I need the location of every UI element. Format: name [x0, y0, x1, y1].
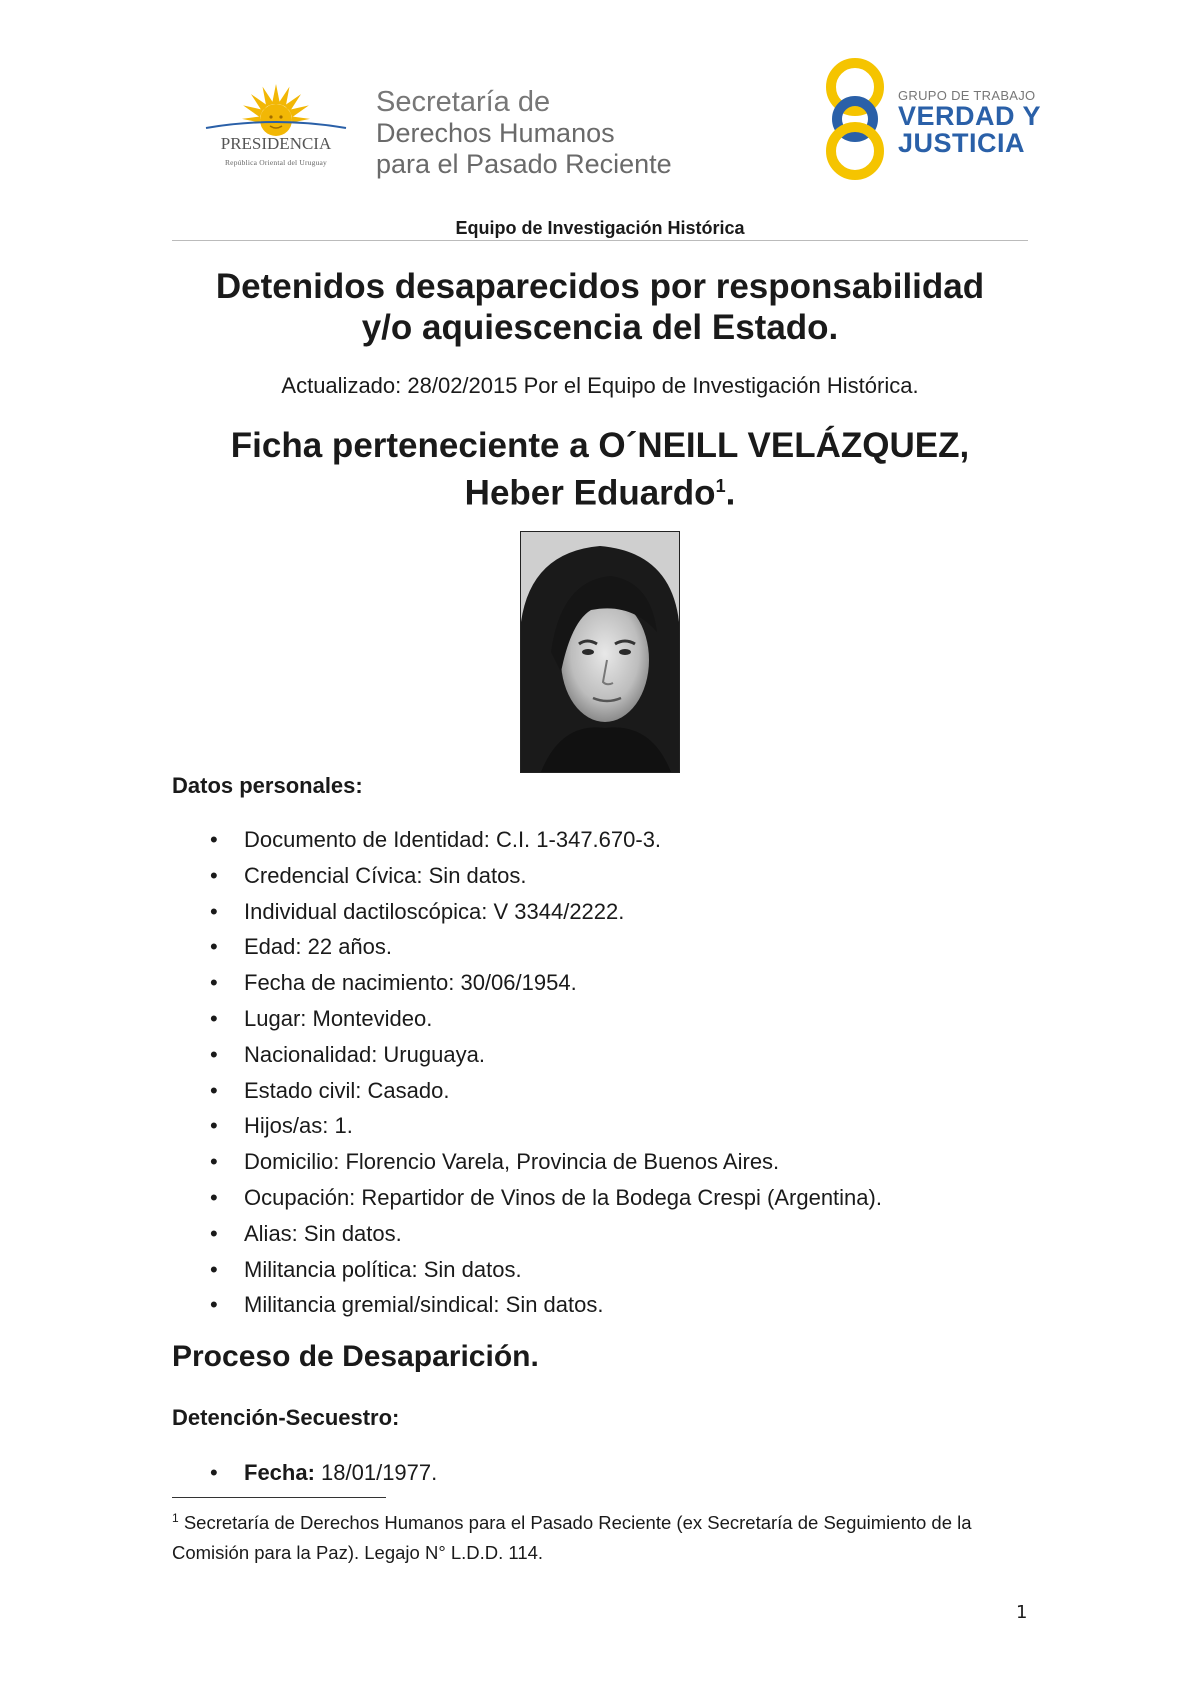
- page-title-line-1: Detenidos desaparecidos por responsabilidad: [215, 267, 985, 306]
- proceso-heading: Proceso de Desaparición.: [172, 1340, 539, 1373]
- ficha-title: [150, 425, 1050, 514]
- ficha-title-end: .: [725, 473, 736, 513]
- datos-personales-label: Datos personales:: [172, 773, 363, 798]
- footnote: [172, 1503, 1032, 1568]
- ficha-title-line-2: Heber Eduardo: [464, 473, 716, 513]
- list-item: • Domicilio: Florencio Varela, Provincia de Buenos Aires.: [172, 1144, 882, 1180]
- list-item: • Militancia gremial/sindical: Sin datos.: [172, 1287, 882, 1323]
- footnote-divider: [172, 1497, 386, 1498]
- grupo-line-1: GRUPO DE TRABAJO: [898, 88, 1036, 103]
- list-item: • Hijos/as: 1.: [172, 1108, 882, 1144]
- secretaria-logo-text: [376, 86, 672, 179]
- ficha-title-line-1: Ficha perteneciente a O´NEILL VELÁZQUEZ,: [230, 426, 970, 465]
- datos-personales-list: [172, 822, 882, 1323]
- grupo-line-3: JUSTICIA: [898, 128, 1026, 158]
- page-number: 1: [1016, 1602, 1028, 1623]
- equipo-header: Equipo de Investigación Histórica: [455, 218, 745, 238]
- list-item: • Estado civil: Casado.: [172, 1073, 882, 1109]
- list-item: • Ocupación: Repartidor de Vinos de la Bodega Crespi (Argentina).: [172, 1180, 882, 1216]
- list-item: • Lugar: Montevideo.: [172, 1001, 882, 1037]
- list-item: • Individual dactiloscópica: V 3344/2222.: [172, 894, 882, 930]
- list-item: • Credencial Cívica: Sin datos.: [172, 858, 882, 894]
- secretaria-line-2: Derechos Humanos: [376, 118, 615, 149]
- secretaria-line-3: para el Pasado Reciente: [376, 148, 672, 179]
- detencion-list: [172, 1455, 437, 1491]
- page-title-line-2: y/o aquiescencia del Estado.: [361, 308, 839, 347]
- presidencia-name: PRESIDENCIA: [220, 134, 332, 153]
- header-divider: [172, 240, 1028, 241]
- verdad-justicia-logo-text: [898, 88, 1041, 157]
- footnote-number: 1: [172, 1511, 179, 1525]
- detencion-label: Detención-Secuestro:: [172, 1405, 400, 1430]
- footnote-text: Secretaría de Derechos Humanos para el Pasado Reciente (ex Secretaría de Seguimiento de la Comisión para la Paz). Legajo N° L.D.D. 114.: [172, 1512, 972, 1564]
- verdad-justicia-emblem-icon: [820, 56, 890, 182]
- presidencia-subtitle: República Oriental del Uruguay: [224, 158, 327, 167]
- fecha-label: Fecha:: [244, 1460, 315, 1485]
- fecha-value: 18/01/1977.: [314, 1460, 438, 1485]
- list-item: • Alias: Sin datos.: [172, 1216, 882, 1252]
- list-item: • Fecha de nacimiento: 30/06/1954.: [172, 965, 882, 1001]
- secretaria-line-1: Secretaría de: [376, 86, 551, 118]
- grupo-line-2: VERDAD Y: [898, 101, 1042, 131]
- footnote-ref[interactable]: 1: [715, 476, 726, 496]
- list-item: • Nacionalidad: Uruguaya.: [172, 1037, 882, 1073]
- list-item: [172, 1455, 437, 1491]
- page-title: [150, 266, 1050, 348]
- list-item: • Edad: 22 años.: [172, 929, 882, 965]
- list-item: • Militancia política: Sin datos.: [172, 1252, 882, 1288]
- list-item: • Documento de Identidad: C.I. 1-347.670-3.: [172, 822, 882, 858]
- portrait-photo: [520, 531, 680, 773]
- presidencia-logo: [196, 78, 356, 178]
- updated-line: Actualizado: 28/02/2015 Por el Equipo de Investigación Histórica.: [281, 373, 919, 398]
